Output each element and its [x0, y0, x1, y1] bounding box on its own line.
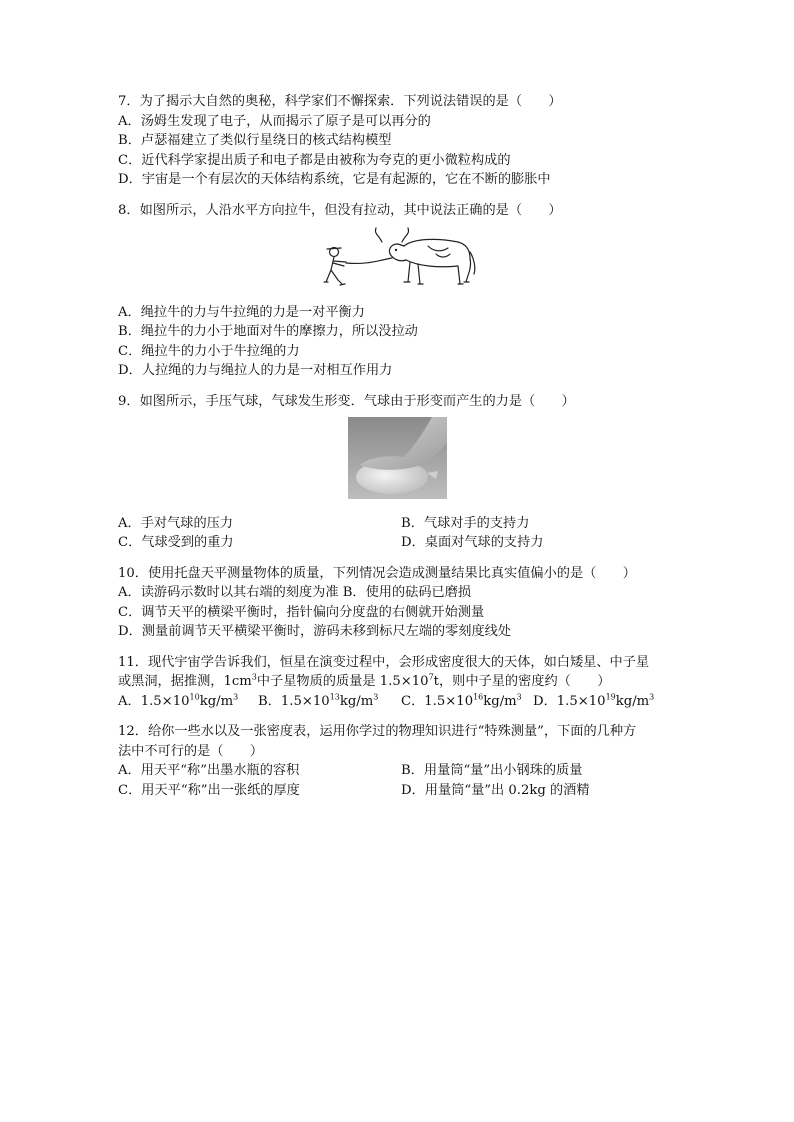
option-a: A．用天平“称”出墨水瓶的容积	[118, 763, 300, 778]
option-c: C．用天平“称”出一张纸的厚度	[118, 782, 300, 798]
option-d: D．宇宙是一个有层次的天体结构系统，它是有起源的，它在不断的膨胀中	[118, 172, 551, 187]
options-row-2	[118, 781, 688, 801]
question-stem: 8．如图所示，人沿水平方向拉牛，但没有拉动，其中说法正确的是（ ）	[118, 202, 562, 218]
option-d: D．$1.5\times 10^{19}kg/m^3$	[533, 692, 655, 709]
question-9	[118, 392, 688, 553]
question-stem: 10．使用托盘天平测量物体的质量，下列情况会造成测量结果比真实值偏小的是（ ）	[118, 565, 636, 581]
option-b: B．绳拉牛的力小于地面对牛的摩擦力，所以没拉动	[118, 324, 418, 339]
option-d: D．人拉绳的力与绳拉人的力是一对相互作用力	[118, 363, 393, 378]
option-c: C．近代科学家提出质子和电子都是由被称为夸克的更小微粒构成的	[118, 152, 511, 168]
question-10	[118, 564, 688, 642]
question-11	[118, 653, 688, 712]
question-12	[118, 722, 688, 800]
options-row	[118, 692, 688, 712]
question-7	[118, 92, 688, 190]
option-a: A．汤姆生发现了电子，从而揭示了原子是可以再分的	[118, 113, 431, 129]
question-stem-line-2: 或黑洞，据推测，$1cm^3$中子星物质的质量是 $1.5\times 10^7t$，则中子星的密度约（ ）	[118, 672, 611, 689]
question-stem-line-2: 法中不可行的是（ ）	[118, 743, 264, 759]
options-row-1	[118, 514, 688, 534]
question-stem: 7．为了揭示大自然的奥秘，科学家们不懈探索．下列说法错误的是（ ）	[118, 94, 562, 109]
question-stem-line-1: 11．现代宇宙学告诉我们，恒星在演变过程中，会形成密度很大的天体，如白矮星、中子星	[118, 654, 650, 670]
question-8	[118, 201, 688, 381]
option-d: D．桌面对气球的支持力	[401, 535, 544, 550]
option-a: A．手对气球的压力	[118, 515, 234, 531]
option-c: C．气球受到的重力	[118, 535, 234, 550]
option-b: B．$1.5\times 10^{13}kg/m^3$	[258, 692, 379, 709]
options-row-2	[118, 533, 688, 553]
options-row-1	[118, 761, 688, 781]
option-c: C．绳拉牛的力小于牛拉绳的力	[118, 343, 300, 359]
option-a-b: A．读游码示数时以其右端的刻度为准 B．使用的砝码已磨损	[118, 585, 472, 600]
question-stem-line-1: 12．给你一些水以及一张密度表，运用你学过的物理知识进行“特殊测量”，下面的几种方	[118, 724, 637, 739]
question-stem: 9．如图所示，手压气球，气球发生形变．气球由于形变而产生的力是（ ）	[118, 393, 575, 409]
option-b: B．用量筒“量”出小钢珠的质量	[401, 763, 583, 778]
option-a: A．$1.5\times 10^{10}kg/m^3$	[118, 692, 239, 709]
option-a: A．绳拉牛的力与牛拉绳的力是一对平衡力	[118, 304, 365, 320]
option-c: C．$1.5\times 10^{16}kg/m^3$	[401, 692, 522, 709]
option-b: B．卢瑟福建立了类似行星绕日的核式结构模型	[118, 133, 392, 148]
exam-page	[118, 92, 688, 811]
option-d: D．测量前调节天平横梁平衡时，游码未移到标尺左端的零刻度线处	[118, 624, 512, 639]
option-b: B．气球对手的支持力	[401, 515, 530, 531]
option-d: D．用量筒“量”出 0.2kg 的酒精	[401, 782, 590, 798]
option-c: C．调节天平的横梁平衡时，指针偏向分度盘的右侧就开始测量	[118, 604, 485, 620]
hand-pressing-balloon-photo	[348, 417, 447, 499]
person-pulling-ox-figure	[318, 224, 478, 290]
